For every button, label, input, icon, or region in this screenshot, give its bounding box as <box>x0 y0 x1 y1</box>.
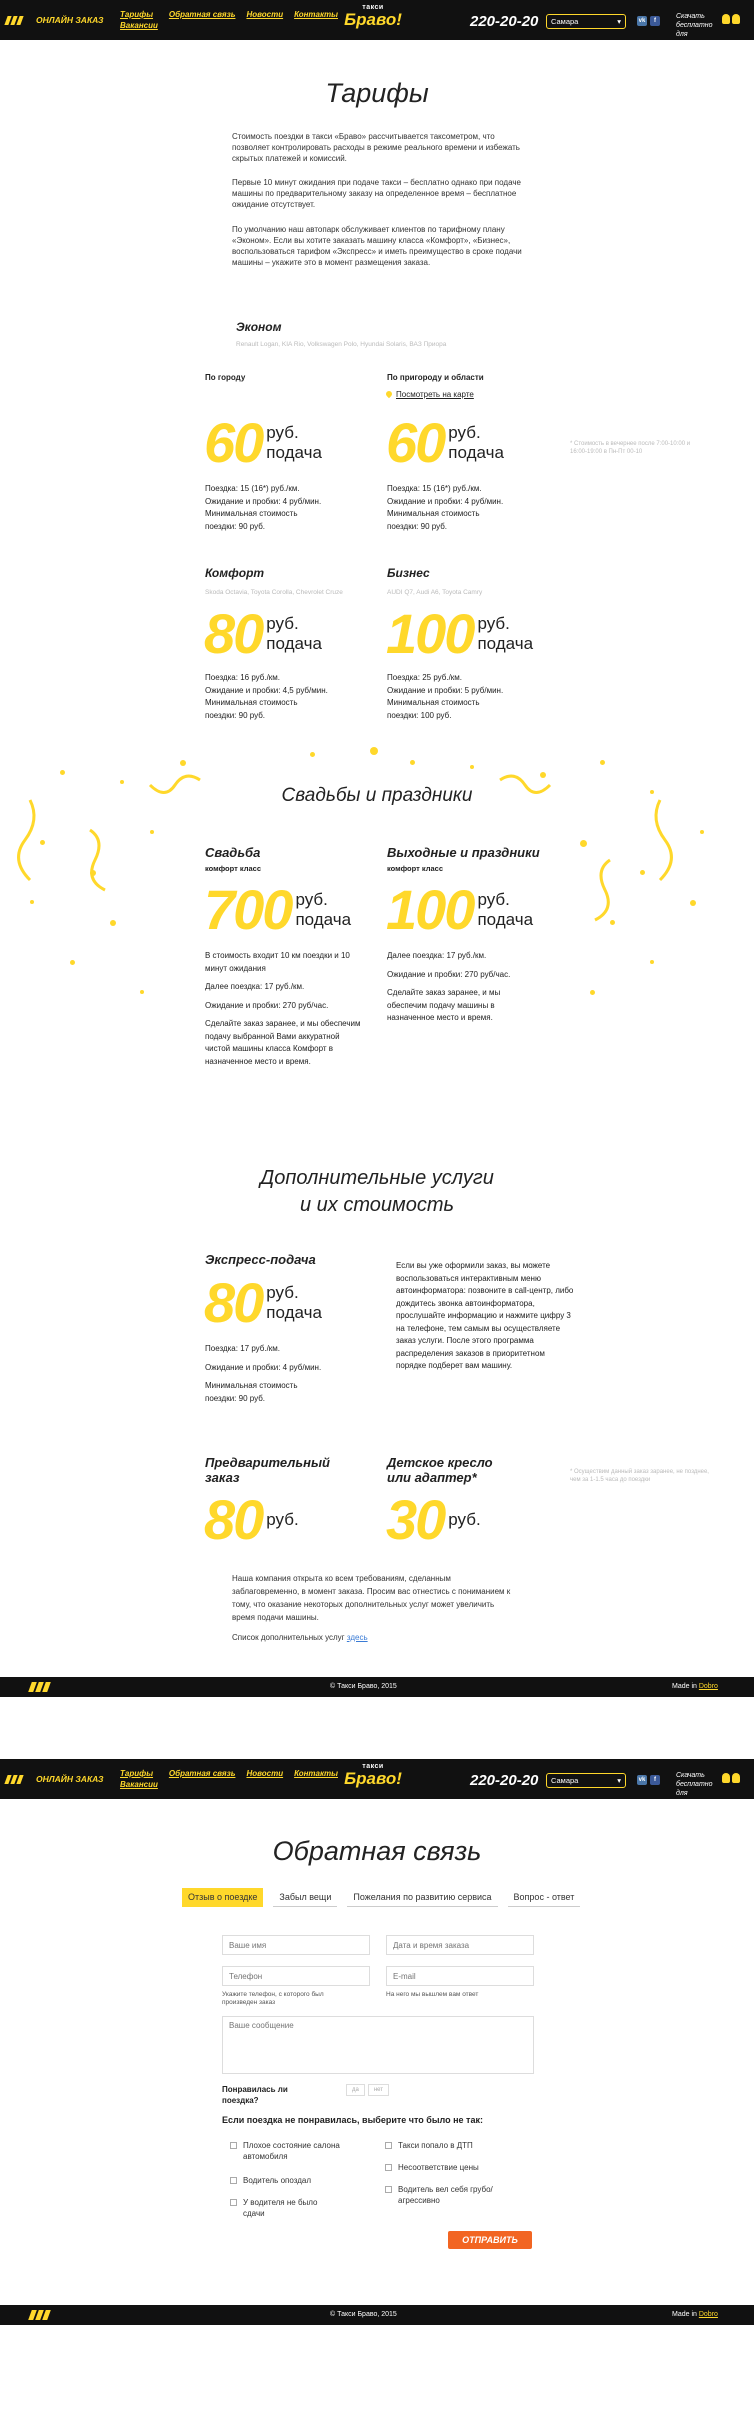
holidays-title: Выходные и праздники <box>387 845 540 860</box>
vk-icon[interactable]: vk <box>638 18 646 24</box>
business-cars: AUDI Q7, Audi A6, Toyota Camry <box>387 589 483 596</box>
social-links <box>637 16 660 26</box>
wedding-info: В стоимость входит 10 км поездки и 10 минут ожидания Далее поездка: 17 руб./км. Ожидание и пробки: 270 руб/час. Сделайте заказ заранее, и мы обеспечим подачу выбранной Вами аккуратной чистой машины класса Комфорт в назначенное место и время. <box>205 951 361 1066</box>
download-text: Скачать бесплатно для <box>676 13 713 38</box>
site-header-2 <box>0 1759 754 1799</box>
weddings-title: Свадьбы и праздники <box>281 785 473 806</box>
intro-paragraph-2: Первые 10 минут ожидания при подаче такси – бесплатно однако при подаче машины по предварительному заказу на определенное время – бесплатное ожидание отсутствует. <box>232 178 521 209</box>
econom-title: Эконом <box>236 320 282 334</box>
childseat-price: 30 руб. <box>386 1488 481 1551</box>
check-rude-driver[interactable]: Водитель вел себя грубо/агрессивно <box>385 2184 495 2206</box>
nav-contacts[interactable]: Контакты <box>294 1769 338 1778</box>
phone-hint: Укажите телефон, с которого был произведен заказ <box>222 1991 324 2006</box>
econom-suburb-price: 60 руб. подача <box>386 411 504 474</box>
site-footer-2 <box>0 2305 754 2325</box>
no-button[interactable]: нет <box>368 2084 389 2096</box>
logo-icon[interactable] <box>6 1775 32 1784</box>
phone-input[interactable] <box>222 1966 370 1986</box>
nav-vacancies[interactable]: Вакансии <box>120 1780 158 1789</box>
checkbox[interactable] <box>230 2177 237 2184</box>
check-price-mismatch[interactable]: Несоответствие цены <box>385 2162 515 2173</box>
footer-logo-icon[interactable] <box>30 2310 49 2320</box>
dislike-question: Если поездка не понравилась, выберите что было не так: <box>222 2115 483 2125</box>
check-no-change[interactable]: У водителя не было сдачи <box>230 2197 340 2219</box>
check-accident[interactable]: Такси попало в ДТП <box>385 2140 515 2151</box>
city-label: По городу <box>205 373 246 382</box>
comfort-price: 80 руб. подача <box>204 602 322 665</box>
check-bad-interior[interactable]: Плохое состояние салона автомобиля <box>230 2140 360 2162</box>
main-nav <box>120 1769 338 1789</box>
header-phone[interactable]: 220-20-20 <box>470 1772 539 1789</box>
feedback-title: Обратная связь <box>272 1836 482 1866</box>
city-select[interactable]: Самара ▾ <box>546 1773 626 1788</box>
brand-logo[interactable]: такси Браво! <box>344 1763 402 1788</box>
comfort-info: Поездка: 16 руб./км. Ожидание и пробки: 4,5 руб/мин. Минимальная стоимость поездки: 90 руб. <box>205 673 328 720</box>
footer-logo-icon[interactable] <box>30 1682 49 1692</box>
extra-list: Список дополнительных услуг здесь <box>232 1633 368 1642</box>
app-links <box>722 1773 740 1783</box>
brand-logo[interactable]: такси Браво! <box>344 4 402 29</box>
holidays-info: Далее поездка: 17 руб./км. Ожидание и пробки: 270 руб/час. Сделайте заказ заранее, и мы обеспечим подачу машины в назначенное место и время. <box>387 951 511 1022</box>
childseat-note: * Осуществим данный заказ заранее, не позднее, чем за 1-1.5 часа до поездки <box>570 1469 709 1483</box>
checkbox[interactable] <box>385 2186 392 2193</box>
tab-suggestions[interactable]: Пожелания по развитию сервиса <box>347 1888 497 1907</box>
nav-tariffs[interactable]: Тарифы <box>120 1769 154 1778</box>
wedding-price: 700 руб. подача <box>204 878 352 941</box>
nav-tariffs[interactable]: Тарифы <box>120 10 154 19</box>
nav-feedback[interactable]: Обратная связь <box>168 1769 236 1778</box>
wedding-title: Свадьба <box>205 845 261 860</box>
nav-news[interactable]: Новости <box>246 1769 284 1778</box>
site-header <box>0 0 754 40</box>
footer-made: Made in Dobro <box>672 1683 718 1690</box>
express-title: Экспресс-подача <box>205 1252 316 1267</box>
comfort-cars: Skoda Octavia, Toyota Corolla, Chevrolet Cruze <box>205 589 343 596</box>
wedding-class: комфорт класс <box>205 864 261 873</box>
apple-icon[interactable] <box>732 14 740 24</box>
express-price: 80 руб. подача <box>204 1271 322 1334</box>
feedback-tabs <box>182 1888 580 1907</box>
header-phone[interactable]: 220-20-20 <box>470 13 539 30</box>
checkbox[interactable] <box>385 2164 392 2171</box>
city-select[interactable]: Самара ▾ <box>546 14 626 29</box>
express-description: Если вы уже оформили заказ, вы можете воспользоваться интерактивным меню автоинформатора: позвоните в call-центр, либо дождитесь звонка автоинформатора, прослушайте информацию и нажмите цифру 3 на телефоне, тем самым вы осуществляете заказ услуги. После этого программа распределения заказов в приоритетном порядке подберет вам машину. <box>396 1261 574 1370</box>
checkbox[interactable] <box>230 2142 237 2149</box>
nav-feedback[interactable]: Обратная связь <box>168 10 236 19</box>
econom-cars: Renault Logan, KIA Rio, Volkswagen Polo, Hyundai Solaris, ВАЗ Приора <box>236 341 447 348</box>
android-icon[interactable] <box>722 14 730 24</box>
nav-contacts[interactable]: Контакты <box>294 10 338 19</box>
download-text: Скачать бесплатно для <box>676 1772 713 1797</box>
childseat-title: Детское кресло или адаптер* <box>387 1455 493 1485</box>
date-input[interactable] <box>386 1935 534 1955</box>
liked-question: Понравилась ли поездка? <box>222 2085 288 2105</box>
checkbox[interactable] <box>230 2199 237 2206</box>
online-order-link[interactable]: ОНЛАЙН ЗАКАЗ <box>36 15 104 25</box>
main-nav <box>120 10 338 30</box>
nav-news[interactable]: Новости <box>246 10 284 19</box>
email-input[interactable] <box>386 1966 534 1986</box>
check-driver-late[interactable]: Водитель опоздал <box>230 2175 360 2186</box>
holidays-price: 100 руб. подача <box>386 878 534 941</box>
preorder-title: Предварительный заказ <box>205 1455 330 1485</box>
map-link[interactable]: Посмотреть на карте <box>386 390 474 399</box>
footer-copyright: © Такси Браво, 2015 <box>330 1683 397 1690</box>
email-hint: На него мы вышлем вам ответ <box>386 1991 479 1998</box>
business-price: 100 руб. подача <box>386 602 534 665</box>
dobro-link[interactable]: Dobro <box>698 1683 718 1690</box>
intro-paragraph-3: По умолчанию наш автопарк обслуживает клиентов по тарифному плану «Эконом». Если вы хотите заказать машину класса «Комфорт», «Бизнес», воспользоваться тарифом «Экспресс» и иметь преимущество в сроке подачи машины – укажите это в момент размещения заказа. <box>232 225 522 267</box>
express-info: Поездка: 17 руб./км. Ожидание и пробки: 4 руб/мин. Минимальная стоимость поездки: 90 руб. <box>205 1344 322 1403</box>
preorder-price: 80 руб. <box>204 1488 299 1551</box>
map-pin-icon <box>385 390 393 398</box>
holidays-class: комфорт класс <box>387 864 443 873</box>
facebook-icon[interactable]: f <box>650 16 660 26</box>
dobro-link[interactable]: Dobro <box>698 2311 718 2318</box>
streamers-decoration <box>0 740 754 1020</box>
app-links <box>722 14 740 24</box>
vk-icon[interactable]: vk <box>638 1777 646 1783</box>
tab-faq[interactable]: Вопрос - ответ <box>508 1888 581 1907</box>
suburb-label: По пригороду и области <box>387 373 484 382</box>
name-input[interactable] <box>222 1935 370 1955</box>
yes-button[interactable]: да <box>346 2084 365 2096</box>
chevron-down-icon: ▾ <box>617 17 621 26</box>
chevron-down-icon: ▾ <box>617 1776 621 1785</box>
econom-city-price: 60 руб. подача <box>204 411 322 474</box>
econom-note: * Стоимость в вечернее после 7:00-10:00 и 16:00-19:00 в Пн-Пт 00-10 <box>570 441 691 455</box>
econom-city-info: Поездка: 15 (16*) руб./км. Ожидание и пробки: 4 руб/мин. Минимальная стоимость поездки: 90 руб. <box>205 484 322 531</box>
site-footer <box>0 1677 754 1697</box>
liked-toggle <box>346 2084 389 2096</box>
social-links <box>637 1775 660 1785</box>
extra-closing: Наша компания открыта ко всем требованиям, сделанным заблаговременно, в момент заказа. Просим вас отнестись с пониманием к тому, что оказание некоторых дополнительных услуг может увеличить время подачи машины. <box>232 1574 511 1622</box>
tariffs-title: Тарифы <box>325 78 429 108</box>
business-info: Поездка: 25 руб./км. Ожидание и пробки: 5 руб/мин. Минимальная стоимость поездки: 100 руб. <box>387 673 504 720</box>
econom-suburb-info: Поездка: 15 (16*) руб./км. Ожидание и пробки: 4 руб/мин. Минимальная стоимость поездки: 90 руб. <box>387 484 504 531</box>
android-icon[interactable] <box>722 1773 730 1783</box>
extra-list-link[interactable]: здесь <box>346 1633 368 1642</box>
extra-title: Дополнительные услуги и их стоимость <box>260 1167 494 1216</box>
comfort-title: Комфорт <box>205 566 265 580</box>
logo-icon[interactable] <box>6 16 32 25</box>
tab-forgot-items[interactable]: Забыл вещи <box>273 1888 337 1907</box>
business-title: Бизнес <box>387 566 430 580</box>
online-order-link[interactable]: ОНЛАЙН ЗАКАЗ <box>36 1774 104 1784</box>
footer-copyright: © Такси Браво, 2015 <box>330 2311 397 2318</box>
checkbox[interactable] <box>385 2142 392 2149</box>
message-input[interactable] <box>222 2016 534 2074</box>
submit-button[interactable]: ОТПРАВИТЬ <box>448 2231 532 2249</box>
nav-vacancies[interactable]: Вакансии <box>120 21 158 30</box>
footer-made: Made in Dobro <box>672 2311 718 2318</box>
tab-trip-review[interactable]: Отзыв о поездке <box>182 1888 263 1907</box>
intro-paragraph-1: Стоимость поездки в такси «Браво» рассчитывается таксометром, что позволяет контролировать расходы в режиме реального времени и избежать скрытых платежей и комиссий. <box>232 132 520 163</box>
apple-icon[interactable] <box>732 1773 740 1783</box>
facebook-icon[interactable]: f <box>650 1775 660 1785</box>
